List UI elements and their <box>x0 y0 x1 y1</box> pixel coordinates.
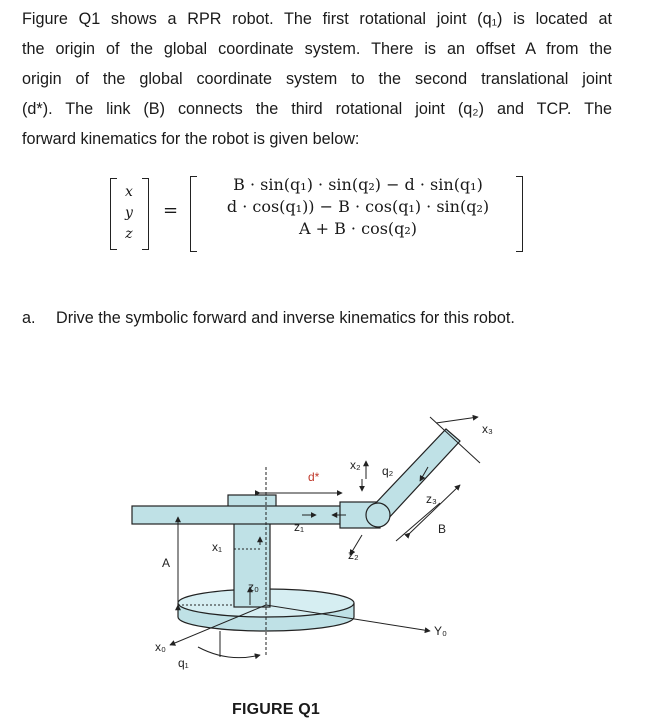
rpr-robot-figure <box>110 395 540 705</box>
label-z2: z₂ <box>348 548 359 562</box>
problem-line-2: the origin of the global coordinate system. There is an offset A from the <box>22 40 612 58</box>
link-b <box>366 429 460 527</box>
question-text: Drive the symbolic forward and inverse kinematics for this robot. <box>56 309 515 327</box>
label-z1: z₁ <box>294 520 305 534</box>
label-d: d* <box>308 470 320 484</box>
label-q1: q₁ <box>178 656 189 670</box>
forward-kinematics-equation <box>106 170 526 260</box>
question-a <box>22 309 515 328</box>
problem-line-4: (d*). The link (B) connects the third rotational joint (q₂) and TCP. The <box>22 100 612 118</box>
label-x0: x₀ <box>155 640 166 654</box>
right-bracket-open <box>190 176 197 252</box>
label-x3: x₃ <box>482 422 493 436</box>
problem-line-3: origin of the global coordinate system to the second translational joint <box>22 70 612 88</box>
label-A: A <box>162 556 171 570</box>
right-bracket-close <box>516 176 523 252</box>
label-B: B <box>438 522 447 536</box>
vector-y: y <box>125 205 133 221</box>
kinematics-row-z: A + B · cos(q₂) <box>298 219 418 238</box>
equals-sign: = <box>163 200 179 221</box>
kinematics-row-x: B · sin(q₁) · sin(q₂) − d · sin(q₁) <box>233 175 483 194</box>
problem-statement <box>22 4 612 154</box>
label-z3: z₃ <box>426 492 437 506</box>
figure-caption: FIGURE Q1 <box>232 701 321 718</box>
vector-x: x <box>125 184 133 200</box>
label-q2: q₂ <box>382 464 394 478</box>
kinematics-rows <box>202 174 514 240</box>
problem-line-1: Figure Q1 shows a RPR robot. The first rotational joint (q₁) is located at <box>22 10 612 28</box>
label-y0: Y₀ <box>434 624 447 638</box>
position-vector <box>116 182 142 245</box>
problem-line-5: forward kinematics for the robot is given below: <box>22 130 360 148</box>
label-x1: x₁ <box>212 540 223 554</box>
kinematics-row-y: d · cos(q₁)) − B · cos(q₁) · sin(q₂) <box>226 197 490 216</box>
label-z0: z₀ <box>248 580 259 594</box>
left-bracket-close <box>142 178 149 250</box>
label-x2: x₂ <box>350 458 361 472</box>
vector-z: z <box>125 226 133 242</box>
question-label: a. <box>22 309 36 327</box>
